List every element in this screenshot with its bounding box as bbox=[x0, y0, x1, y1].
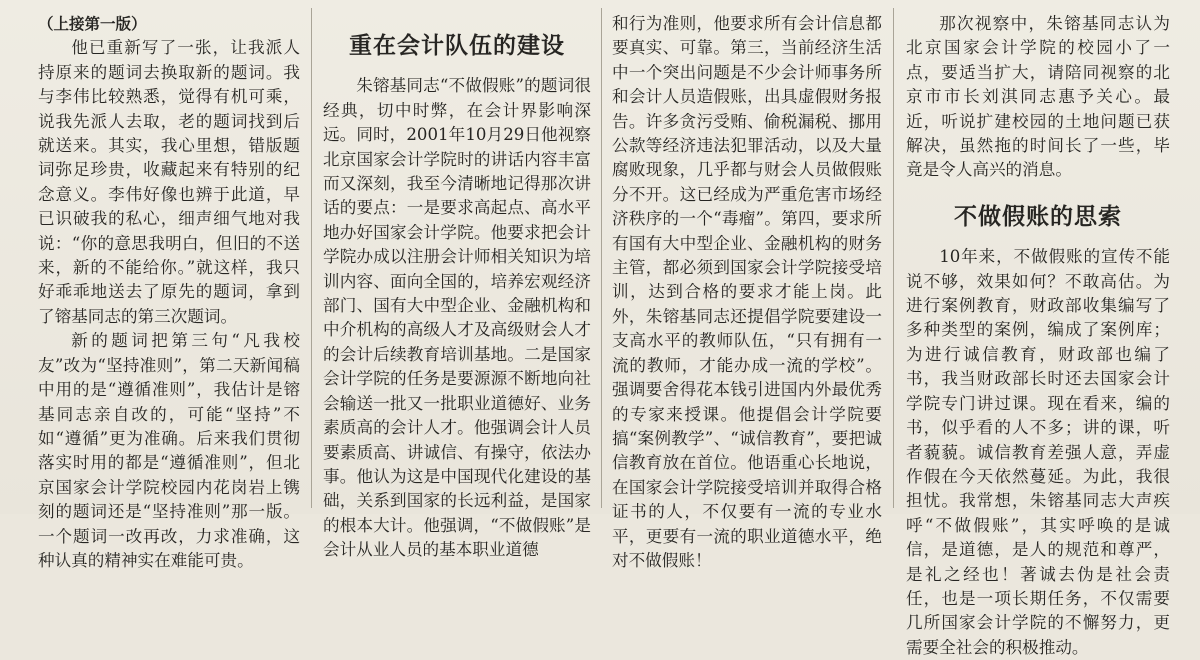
continued-label: （上接第一版） bbox=[38, 15, 147, 33]
column-2 bbox=[323, 12, 591, 560]
column-1 bbox=[38, 12, 300, 570]
paragraph: 10年来，不做假账的宣传不能说不够，效果如何？不敢高估。为进行案例教育，财政部收集编写了多种类型的案例，编成了案例库；为进行诚信教育，财政部也编了书，我当财政部长时还去国家会计学院专门讲过课。现在看来，编的书，似乎看的人不多；讲的课，听者藐藐。诚信教育差强人意，弄虚作假在今天依然蔓延。为此，我很担忧。我常想，朱镕基同志大声疾呼“不做假账”，其实呼唤的是诚信，是道德，是人的规范和尊严，是礼之经也！著诚去伪是社会责任，也是一项长期任务，不仅需要几所国家会计学院的不懈努力，更需要全社会的积极推动。 bbox=[906, 247, 1170, 657]
column-4 bbox=[906, 12, 1170, 657]
paragraph: 和行为准则，他要求所有会计信息都要真实、可靠。第三，当前经济生活中一个突出问题是不少会计师事务所和会计人员造假账，出具虚假财务报告。许多贪污受贿、偷税漏税、挪用公款等经济违法犯罪活动，以及大量腐败现象，几乎都与财会人员做假账分不开。这已经成为严重危害市场经济秩序的一个“毒瘤”。第四，要求所有国有大中型企业、金融机构的财务主管，都必须到国家会计学院接受培训，达到合格的要求才能上岗。此外，朱镕基同志还提倡学院要建设一支高水平的教师队伍，“只有拥有一流的教师，才能办成一流的学校”。强调要舍得花本钱引进国内外最优秀的专家来授课。他提倡会计学院要搞“案例教学”、“诚信教育”，要把诚信教育放在首位。他语重心长地说，在国家会计学院接受培训并取得合格证书的人，不仅要有一流的专业水平，更要有一流的职业道德水平，绝对不做假账！ bbox=[612, 14, 882, 570]
paragraph: 朱镕基同志“不做假账”的题词很经典，切中时弊，在会计界影响深远。同时，2001年10月29日他视察北京国家会计学院时的讲话内容丰富而又深刻，我至今清晰地记得那次讲话的要点：一是要求高起点、高水平地办好国家会计学院。他要求把会计学院办成以注册会计师相关知识为培训内容、面向全国的，培养宏观经济部门、国有大中型企业、金融机构和中介机构的高级人才及高级财会人才的会计后续教育培训基地。二是国家会计学院的任务是要源源不断地向社会输送一批又一批职业道德好、业务素质高的会计人才。他强调会计人员要素质高、讲诚信、有操守，依法办事。他认为这是中国现代化建设的基础，关系到国家的长远利益，是国家的根本大计。他强调，“不做假账”是会计从业人员的基本职业道德 bbox=[323, 76, 591, 560]
headline-accounting-team: 重在会计队伍的建设 bbox=[349, 33, 565, 59]
column-3 bbox=[612, 12, 882, 570]
column-divider bbox=[601, 8, 602, 508]
paragraph: 那次视察中，朱镕基同志认为北京国家会计学院的校园小了一点，要适当扩大，请陪同视察的北京市市长刘淇同志惠予关心。最近，听说扩建校园的土地问题已获解决，虽然拖的时间长了一些，毕竟是令人高兴的消息。 bbox=[906, 14, 1170, 180]
column-divider bbox=[311, 8, 312, 508]
paragraph: 新的题词把第三句“凡我校友”改为“坚持准则”，第二天新闻稿中用的是“遵循准则”，我估计是镕基同志亲自改的，可能“坚持”不如“遵循”更为准确。后来我们贯彻落实时用的都是“遵循准则”，但北京国家会计学院校园内花岗岩上镌刻的题词还是“坚持准则”那一版。一个题词一改再改，力求准确，这种认真的精神实在难能可贵。 bbox=[38, 331, 300, 570]
headline-reflection: 不做假账的思索 bbox=[954, 203, 1122, 230]
column-divider bbox=[893, 8, 894, 508]
paragraph: 他已重新写了一张，让我派人持原来的题词去换取新的题词。我与李伟比较熟悉，觉得有机可乘，说我先派人去取，老的题词找到后就送来。其实，我心里想，错版题词弥足珍贵，收藏起来有特别的纪念意义。李伟好像也辨于此道，早已识破我的私心，细声细气地对我说：“你的意思我明白，但旧的不送来，新的不能给你。”就这样，我只好乖乖地送去了原先的题词，拿到了镕基同志的第三次题词。 bbox=[38, 38, 300, 326]
